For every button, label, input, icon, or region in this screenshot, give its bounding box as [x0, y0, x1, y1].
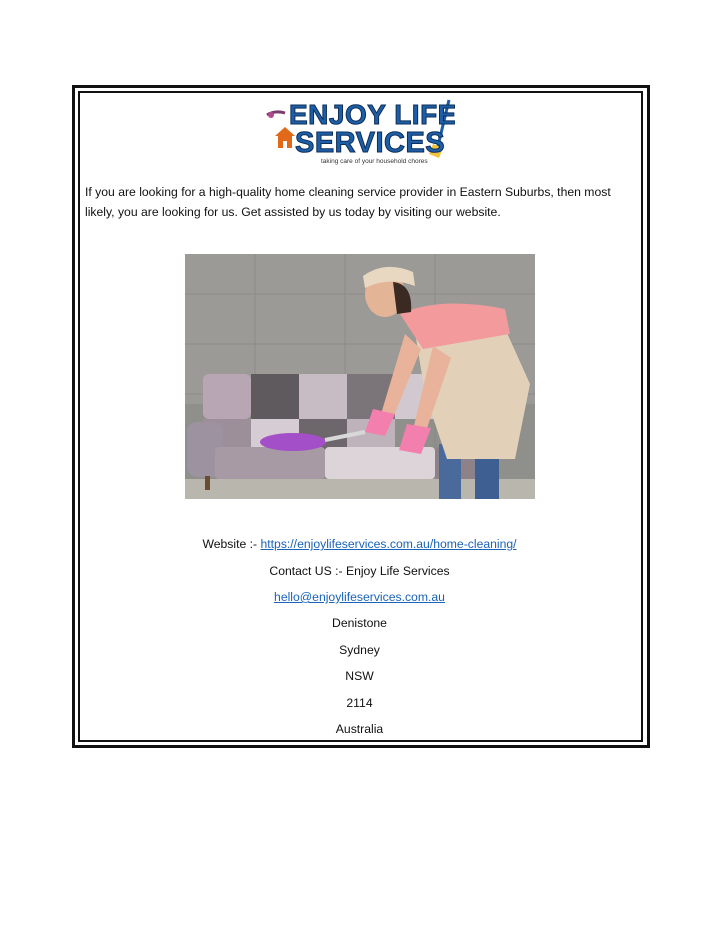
logo-line1: ENJOY LIFE [289, 99, 455, 130]
address-country: Australia [335, 722, 384, 736]
email-line [78, 589, 641, 605]
logo-line2: SERVICES [295, 127, 446, 159]
woman-cleaning-sofa-image [185, 254, 535, 499]
company-logo [265, 94, 455, 168]
website-label: Website :- [202, 537, 261, 551]
logo-tagline: taking care of your household chores [321, 158, 428, 165]
duster-decoration-icon [267, 112, 285, 118]
intro-paragraph: If you are looking for a high-quality home cleaning service provider in Eastern Suburbs, then most likely, you are looking for us. Get assisted by us today by visiting our website. [85, 185, 611, 219]
contact-label: Contact US :- Enjoy Life Services [269, 564, 450, 578]
address-postcode: 2114 [346, 696, 373, 710]
email-link[interactable]: hello@enjoylifeservices.com.au [274, 590, 445, 604]
address-city: Sydney [339, 643, 380, 657]
address-suburb: Denistone [332, 616, 387, 630]
house-icon [275, 127, 295, 148]
address-state: NSW [345, 669, 374, 683]
website-line [78, 536, 641, 552]
website-link[interactable]: https://enjoylifeservices.com.au/home-cleaning/ [260, 537, 517, 551]
